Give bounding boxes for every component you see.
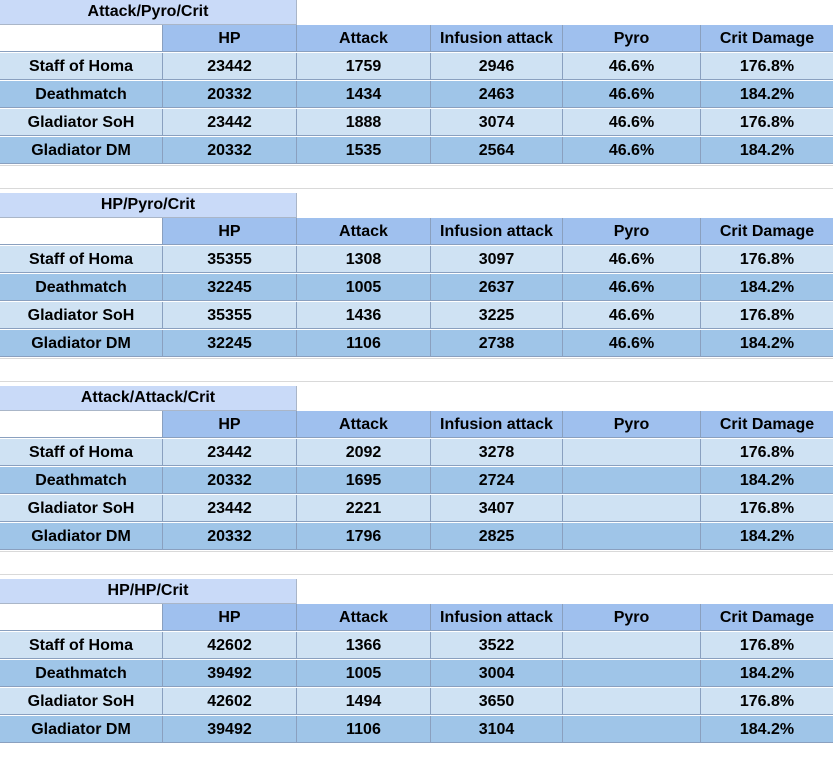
attack-cell[interactable]: 2221 — [297, 495, 431, 522]
infusion-attack-cell[interactable]: 3522 — [431, 632, 563, 659]
crit-damage-cell[interactable]: 176.8% — [701, 246, 833, 273]
row-label-cell[interactable]: Staff of Homa — [0, 632, 163, 659]
table-row — [0, 109, 833, 136]
crit-damage-cell[interactable]: 184.2% — [701, 467, 833, 494]
row-label-cell[interactable]: Gladiator DM — [0, 330, 163, 357]
pyro-cell[interactable]: 46.6% — [563, 330, 701, 357]
crit-damage-cell[interactable]: 176.8% — [701, 495, 833, 522]
row-label-cell[interactable]: Deathmatch — [0, 467, 163, 494]
hp-cell[interactable]: 23442 — [163, 495, 297, 522]
pyro-cell[interactable] — [563, 632, 701, 659]
table-title[interactable]: Attack/Attack/Crit — [0, 386, 297, 411]
header-row — [0, 604, 833, 631]
table-row — [0, 716, 833, 743]
header-cell-infusion-attack[interactable]: Infusion attack — [431, 25, 563, 52]
pyro-cell[interactable]: 46.6% — [563, 109, 701, 136]
table-row — [0, 246, 833, 273]
header-cell-blank[interactable] — [0, 25, 163, 52]
hp-cell[interactable]: 23442 — [163, 109, 297, 136]
infusion-attack-cell[interactable]: 3004 — [431, 660, 563, 687]
pyro-cell[interactable]: 46.6% — [563, 53, 701, 80]
header-cell-pyro[interactable]: Pyro — [563, 411, 701, 438]
infusion-attack-cell[interactable]: 2637 — [431, 274, 563, 301]
header-cell-attack[interactable]: Attack — [297, 411, 431, 438]
header-cell-hp[interactable]: HP — [163, 25, 297, 52]
attack-cell[interactable]: 2092 — [297, 439, 431, 466]
pyro-cell[interactable] — [563, 688, 701, 715]
header-cell-pyro[interactable]: Pyro — [563, 218, 701, 245]
attack-cell[interactable]: 1106 — [297, 716, 431, 743]
crit-damage-cell[interactable]: 184.2% — [701, 274, 833, 301]
row-label-cell[interactable]: Deathmatch — [0, 274, 163, 301]
header-cell-blank[interactable] — [0, 604, 163, 631]
hp-cell[interactable]: 39492 — [163, 660, 297, 687]
attack-cell[interactable]: 1695 — [297, 467, 431, 494]
empty-row[interactable] — [0, 165, 833, 189]
infusion-attack-cell[interactable]: 2946 — [431, 53, 563, 80]
header-cell-attack[interactable]: Attack — [297, 218, 431, 245]
infusion-attack-cell[interactable]: 3407 — [431, 495, 563, 522]
row-label-cell[interactable]: Staff of Homa — [0, 53, 163, 80]
pyro-cell[interactable] — [563, 439, 701, 466]
hp-cell[interactable]: 20332 — [163, 523, 297, 550]
hp-cell[interactable]: 20332 — [163, 81, 297, 108]
header-cell-pyro[interactable]: Pyro — [563, 25, 701, 52]
hp-cell[interactable]: 20332 — [163, 137, 297, 164]
table-title[interactable]: HP/HP/Crit — [0, 579, 297, 604]
table-title[interactable]: Attack/Pyro/Crit — [0, 0, 297, 25]
attack-cell[interactable]: 1535 — [297, 137, 431, 164]
row-label-cell[interactable]: Deathmatch — [0, 81, 163, 108]
header-cell-pyro[interactable]: Pyro — [563, 604, 701, 631]
table-row — [0, 330, 833, 357]
header-cell-attack[interactable]: Attack — [297, 25, 431, 52]
header-cell-hp[interactable]: HP — [163, 218, 297, 245]
table-title[interactable]: HP/Pyro/Crit — [0, 193, 297, 218]
attack-cell[interactable]: 1434 — [297, 81, 431, 108]
crit-damage-cell[interactable]: 184.2% — [701, 81, 833, 108]
title-row — [0, 0, 833, 25]
crit-damage-cell[interactable]: 184.2% — [701, 716, 833, 743]
header-row — [0, 218, 833, 245]
header-cell-hp[interactable]: HP — [163, 604, 297, 631]
infusion-attack-cell[interactable]: 2564 — [431, 137, 563, 164]
header-cell-blank[interactable] — [0, 218, 163, 245]
infusion-attack-cell[interactable]: 3278 — [431, 439, 563, 466]
table-row — [0, 274, 833, 301]
empty-row[interactable] — [0, 551, 833, 575]
crit-damage-cell[interactable]: 176.8% — [701, 632, 833, 659]
header-cell-infusion-attack[interactable]: Infusion attack — [431, 218, 563, 245]
attack-cell[interactable]: 1759 — [297, 53, 431, 80]
row-label-cell[interactable]: Gladiator DM — [0, 716, 163, 743]
row-label-cell[interactable]: Gladiator SoH — [0, 302, 163, 329]
attack-cell[interactable]: 1494 — [297, 688, 431, 715]
row-label-cell[interactable]: Gladiator DM — [0, 523, 163, 550]
crit-damage-cell[interactable]: 184.2% — [701, 660, 833, 687]
pyro-cell[interactable] — [563, 495, 701, 522]
hp-cell[interactable]: 42602 — [163, 632, 297, 659]
row-label-cell[interactable]: Staff of Homa — [0, 439, 163, 466]
crit-damage-cell[interactable]: 184.2% — [701, 523, 833, 550]
header-row — [0, 411, 833, 438]
row-label-cell[interactable]: Gladiator DM — [0, 137, 163, 164]
hp-cell[interactable]: 32245 — [163, 330, 297, 357]
crit-damage-cell[interactable]: 184.2% — [701, 137, 833, 164]
table-row — [0, 523, 833, 550]
attack-cell[interactable]: 1005 — [297, 274, 431, 301]
table-row — [0, 467, 833, 494]
hp-cell[interactable]: 23442 — [163, 53, 297, 80]
title-row — [0, 193, 833, 218]
attack-cell[interactable]: 1366 — [297, 632, 431, 659]
table-row — [0, 439, 833, 466]
header-cell-crit-damage[interactable]: Crit Damage — [701, 604, 833, 631]
attack-cell[interactable]: 1106 — [297, 330, 431, 357]
infusion-attack-cell[interactable]: 3097 — [431, 246, 563, 273]
row-label-cell[interactable]: Gladiator SoH — [0, 495, 163, 522]
header-cell-attack[interactable]: Attack — [297, 604, 431, 631]
attack-cell[interactable]: 1796 — [297, 523, 431, 550]
hp-cell[interactable]: 23442 — [163, 439, 297, 466]
crit-damage-cell[interactable]: 176.8% — [701, 109, 833, 136]
table-row — [0, 137, 833, 164]
attack-cell[interactable]: 1308 — [297, 246, 431, 273]
pyro-cell[interactable]: 46.6% — [563, 246, 701, 273]
row-label-cell[interactable]: Deathmatch — [0, 660, 163, 687]
pyro-cell[interactable] — [563, 523, 701, 550]
hp-cell[interactable]: 35355 — [163, 246, 297, 273]
row-label-cell[interactable]: Staff of Homa — [0, 246, 163, 273]
table-row — [0, 688, 833, 715]
infusion-attack-cell[interactable]: 3225 — [431, 302, 563, 329]
table-row — [0, 53, 833, 80]
header-cell-hp[interactable]: HP — [163, 411, 297, 438]
row-label-cell[interactable]: Gladiator SoH — [0, 109, 163, 136]
table-row — [0, 660, 833, 687]
table-row — [0, 81, 833, 108]
title-row — [0, 386, 833, 411]
hp-cell[interactable]: 20332 — [163, 467, 297, 494]
crit-damage-cell[interactable]: 176.8% — [701, 302, 833, 329]
table-row — [0, 495, 833, 522]
empty-row[interactable] — [0, 358, 833, 382]
header-row — [0, 25, 833, 52]
pyro-cell[interactable]: 46.6% — [563, 274, 701, 301]
hp-cell[interactable]: 35355 — [163, 302, 297, 329]
infusion-attack-cell[interactable]: 3074 — [431, 109, 563, 136]
table-row — [0, 632, 833, 659]
hp-cell[interactable]: 42602 — [163, 688, 297, 715]
table-row — [0, 302, 833, 329]
infusion-attack-cell[interactable]: 3650 — [431, 688, 563, 715]
infusion-attack-cell[interactable]: 2825 — [431, 523, 563, 550]
pyro-cell[interactable]: 46.6% — [563, 81, 701, 108]
crit-damage-cell[interactable]: 176.8% — [701, 688, 833, 715]
pyro-cell[interactable] — [563, 660, 701, 687]
header-cell-crit-damage[interactable]: Crit Damage — [701, 218, 833, 245]
table-hp-hp-crit — [0, 579, 833, 773]
infusion-attack-cell[interactable]: 2738 — [431, 330, 563, 357]
row-label-cell[interactable]: Gladiator SoH — [0, 688, 163, 715]
attack-cell[interactable]: 1436 — [297, 302, 431, 329]
infusion-attack-cell[interactable]: 2724 — [431, 467, 563, 494]
header-cell-infusion-attack[interactable]: Infusion attack — [431, 604, 563, 631]
hp-cell[interactable]: 32245 — [163, 274, 297, 301]
pyro-cell[interactable]: 46.6% — [563, 302, 701, 329]
header-cell-blank[interactable] — [0, 411, 163, 438]
pyro-cell[interactable] — [563, 467, 701, 494]
pyro-cell[interactable] — [563, 716, 701, 743]
infusion-attack-cell[interactable]: 3104 — [431, 716, 563, 743]
infusion-attack-cell[interactable]: 2463 — [431, 81, 563, 108]
crit-damage-cell[interactable]: 176.8% — [701, 53, 833, 80]
header-cell-crit-damage[interactable]: Crit Damage — [701, 411, 833, 438]
crit-damage-cell[interactable]: 176.8% — [701, 439, 833, 466]
attack-cell[interactable]: 1005 — [297, 660, 431, 687]
pyro-cell[interactable]: 46.6% — [563, 137, 701, 164]
attack-cell[interactable]: 1888 — [297, 109, 431, 136]
title-row — [0, 579, 833, 604]
crit-damage-cell[interactable]: 184.2% — [701, 330, 833, 357]
hp-cell[interactable]: 39492 — [163, 716, 297, 743]
header-cell-crit-damage[interactable]: Crit Damage — [701, 25, 833, 52]
header-cell-infusion-attack[interactable]: Infusion attack — [431, 411, 563, 438]
